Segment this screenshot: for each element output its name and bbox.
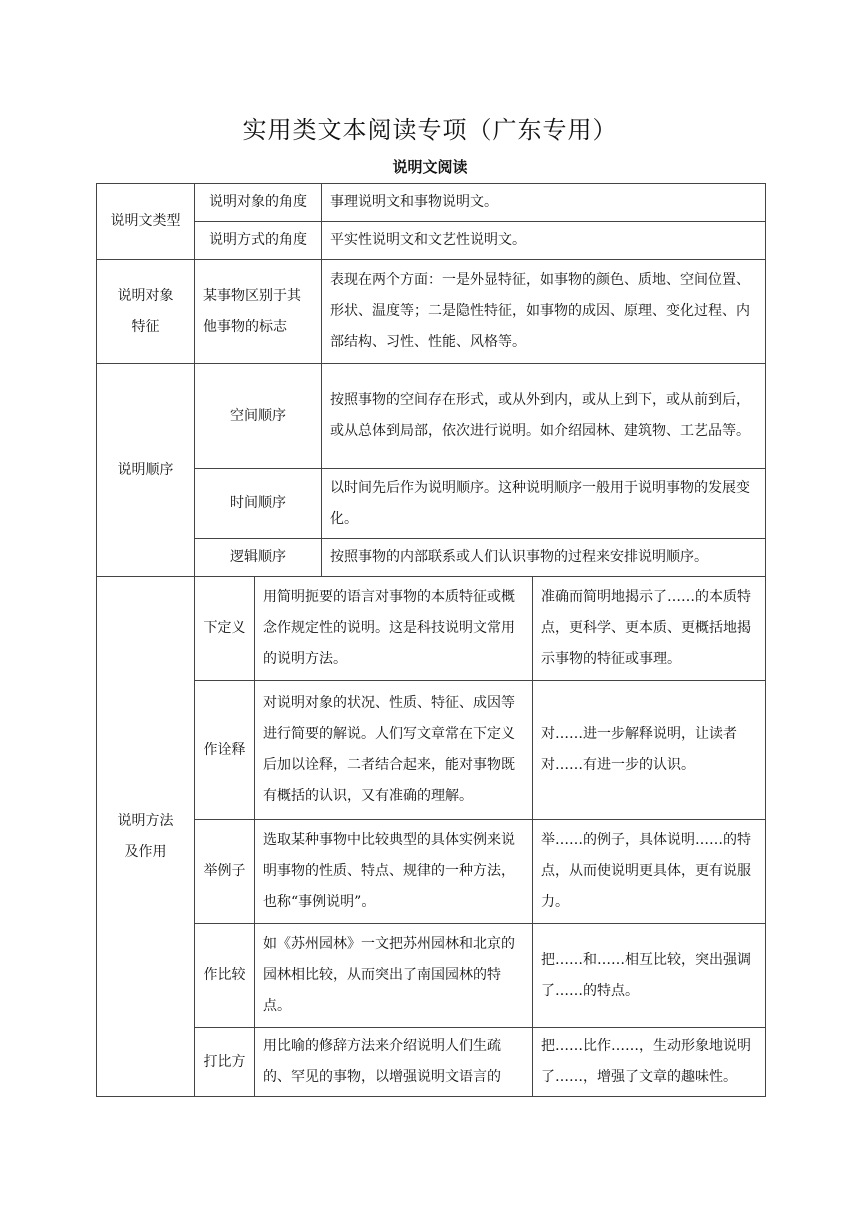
category-cell-features: 说明对象特征: [97, 260, 195, 364]
subcategory-cell: 说明方式的角度: [195, 222, 322, 260]
category-cell-methods: 说明方法及作用: [97, 577, 195, 1097]
table-row: [97, 681, 766, 820]
subcategory-cell: 说明对象的角度: [195, 184, 322, 222]
table-row: [97, 222, 766, 260]
method-name-cell: 作诠释: [195, 681, 255, 820]
page-title: 实用类文本阅读专项（广东专用）: [242, 116, 618, 144]
content-cell: 按照事物的内部联系或人们认识事物的过程来安排说明顺序。: [322, 539, 766, 577]
table-row: [97, 539, 766, 577]
table-row: [97, 469, 766, 539]
method-desc-cell: 用简明扼要的语言对事物的本质特征或概念作规定性的说明。这是科技说明文常用的说明方法。: [255, 577, 533, 681]
method-desc-cell: 对说明对象的状况、性质、特征、成因等进行简要的解说。人们写文章常在下定义后加以诠释，二者结合起来，能对事物既有概括的认识，又有准确的理解。: [255, 681, 533, 820]
table-row: [97, 924, 766, 1028]
content-cell: 平实性说明文和文艺性说明文。: [322, 222, 766, 260]
page-subtitle: 说明文阅读: [392, 158, 468, 176]
table-row: [97, 364, 766, 469]
content-cell: 事理说明文和事物说明文。: [322, 184, 766, 222]
category-cell-types: 说明文类型: [97, 184, 195, 260]
table-row: [97, 820, 766, 924]
table-row: [97, 577, 766, 681]
content-cell: 按照事物的空间存在形式，或从外到内，或从上到下，或从前到后，或从总体到局部，依次进行说明。如介绍园林、建筑物、工艺品等。: [322, 364, 766, 469]
method-name-cell: 下定义: [195, 577, 255, 681]
category-cell-order: 说明顺序: [97, 364, 195, 577]
method-name-cell: 打比方: [195, 1028, 255, 1097]
table-row: [97, 184, 766, 222]
subcategory-cell: 某事物区别于其他事物的标志: [195, 260, 322, 364]
method-effect-cell: 把……和……相互比较，突出强调了……的特点。: [533, 924, 766, 1028]
method-effect-cell: 准确而简明地揭示了……的本质特点，更科学、更本质、更概括地揭示事物的特征或事理。: [533, 577, 766, 681]
subcategory-cell: 时间顺序: [195, 469, 322, 539]
method-desc-cell: 选取某种事物中比较典型的具体实例来说明事物的性质、特点、规律的一种方法，也称“事例说明”。: [255, 820, 533, 924]
method-effect-cell: 举……的例子，具体说明……的特点，从而使说明更具体，更有说服力。: [533, 820, 766, 924]
content-cell: 表现在两个方面：一是外显特征，如事物的颜色、质地、空间位置、形状、温度等；二是隐性特征，如事物的成因、原理、变化过程、内部结构、习性、性能、风格等。: [322, 260, 766, 364]
method-desc-cell: 用比喻的修辞方法来介绍说明人们生疏的、罕见的事物，以增强说明文语言的: [255, 1028, 533, 1097]
table-row: [97, 260, 766, 364]
method-name-cell: 作比较: [195, 924, 255, 1028]
method-effect-cell: 对……进一步解释说明，让读者对……有进一步的认识。: [533, 681, 766, 820]
subcategory-cell: 逻辑顺序: [195, 539, 322, 577]
table-row: [97, 1028, 766, 1097]
method-name-cell: 举例子: [195, 820, 255, 924]
method-effect-cell: 把……比作……，生动形象地说明了……，增强了文章的趣味性。: [533, 1028, 766, 1097]
method-desc-cell: 如《苏州园林》一文把苏州园林和北京的园林相比较，从而突出了南国园林的特点。: [255, 924, 533, 1028]
knowledge-table: [96, 183, 766, 1097]
content-cell: 以时间先后作为说明顺序。这种说明顺序一般用于说明事物的发展变化。: [322, 469, 766, 539]
subcategory-cell: 空间顺序: [195, 364, 322, 469]
